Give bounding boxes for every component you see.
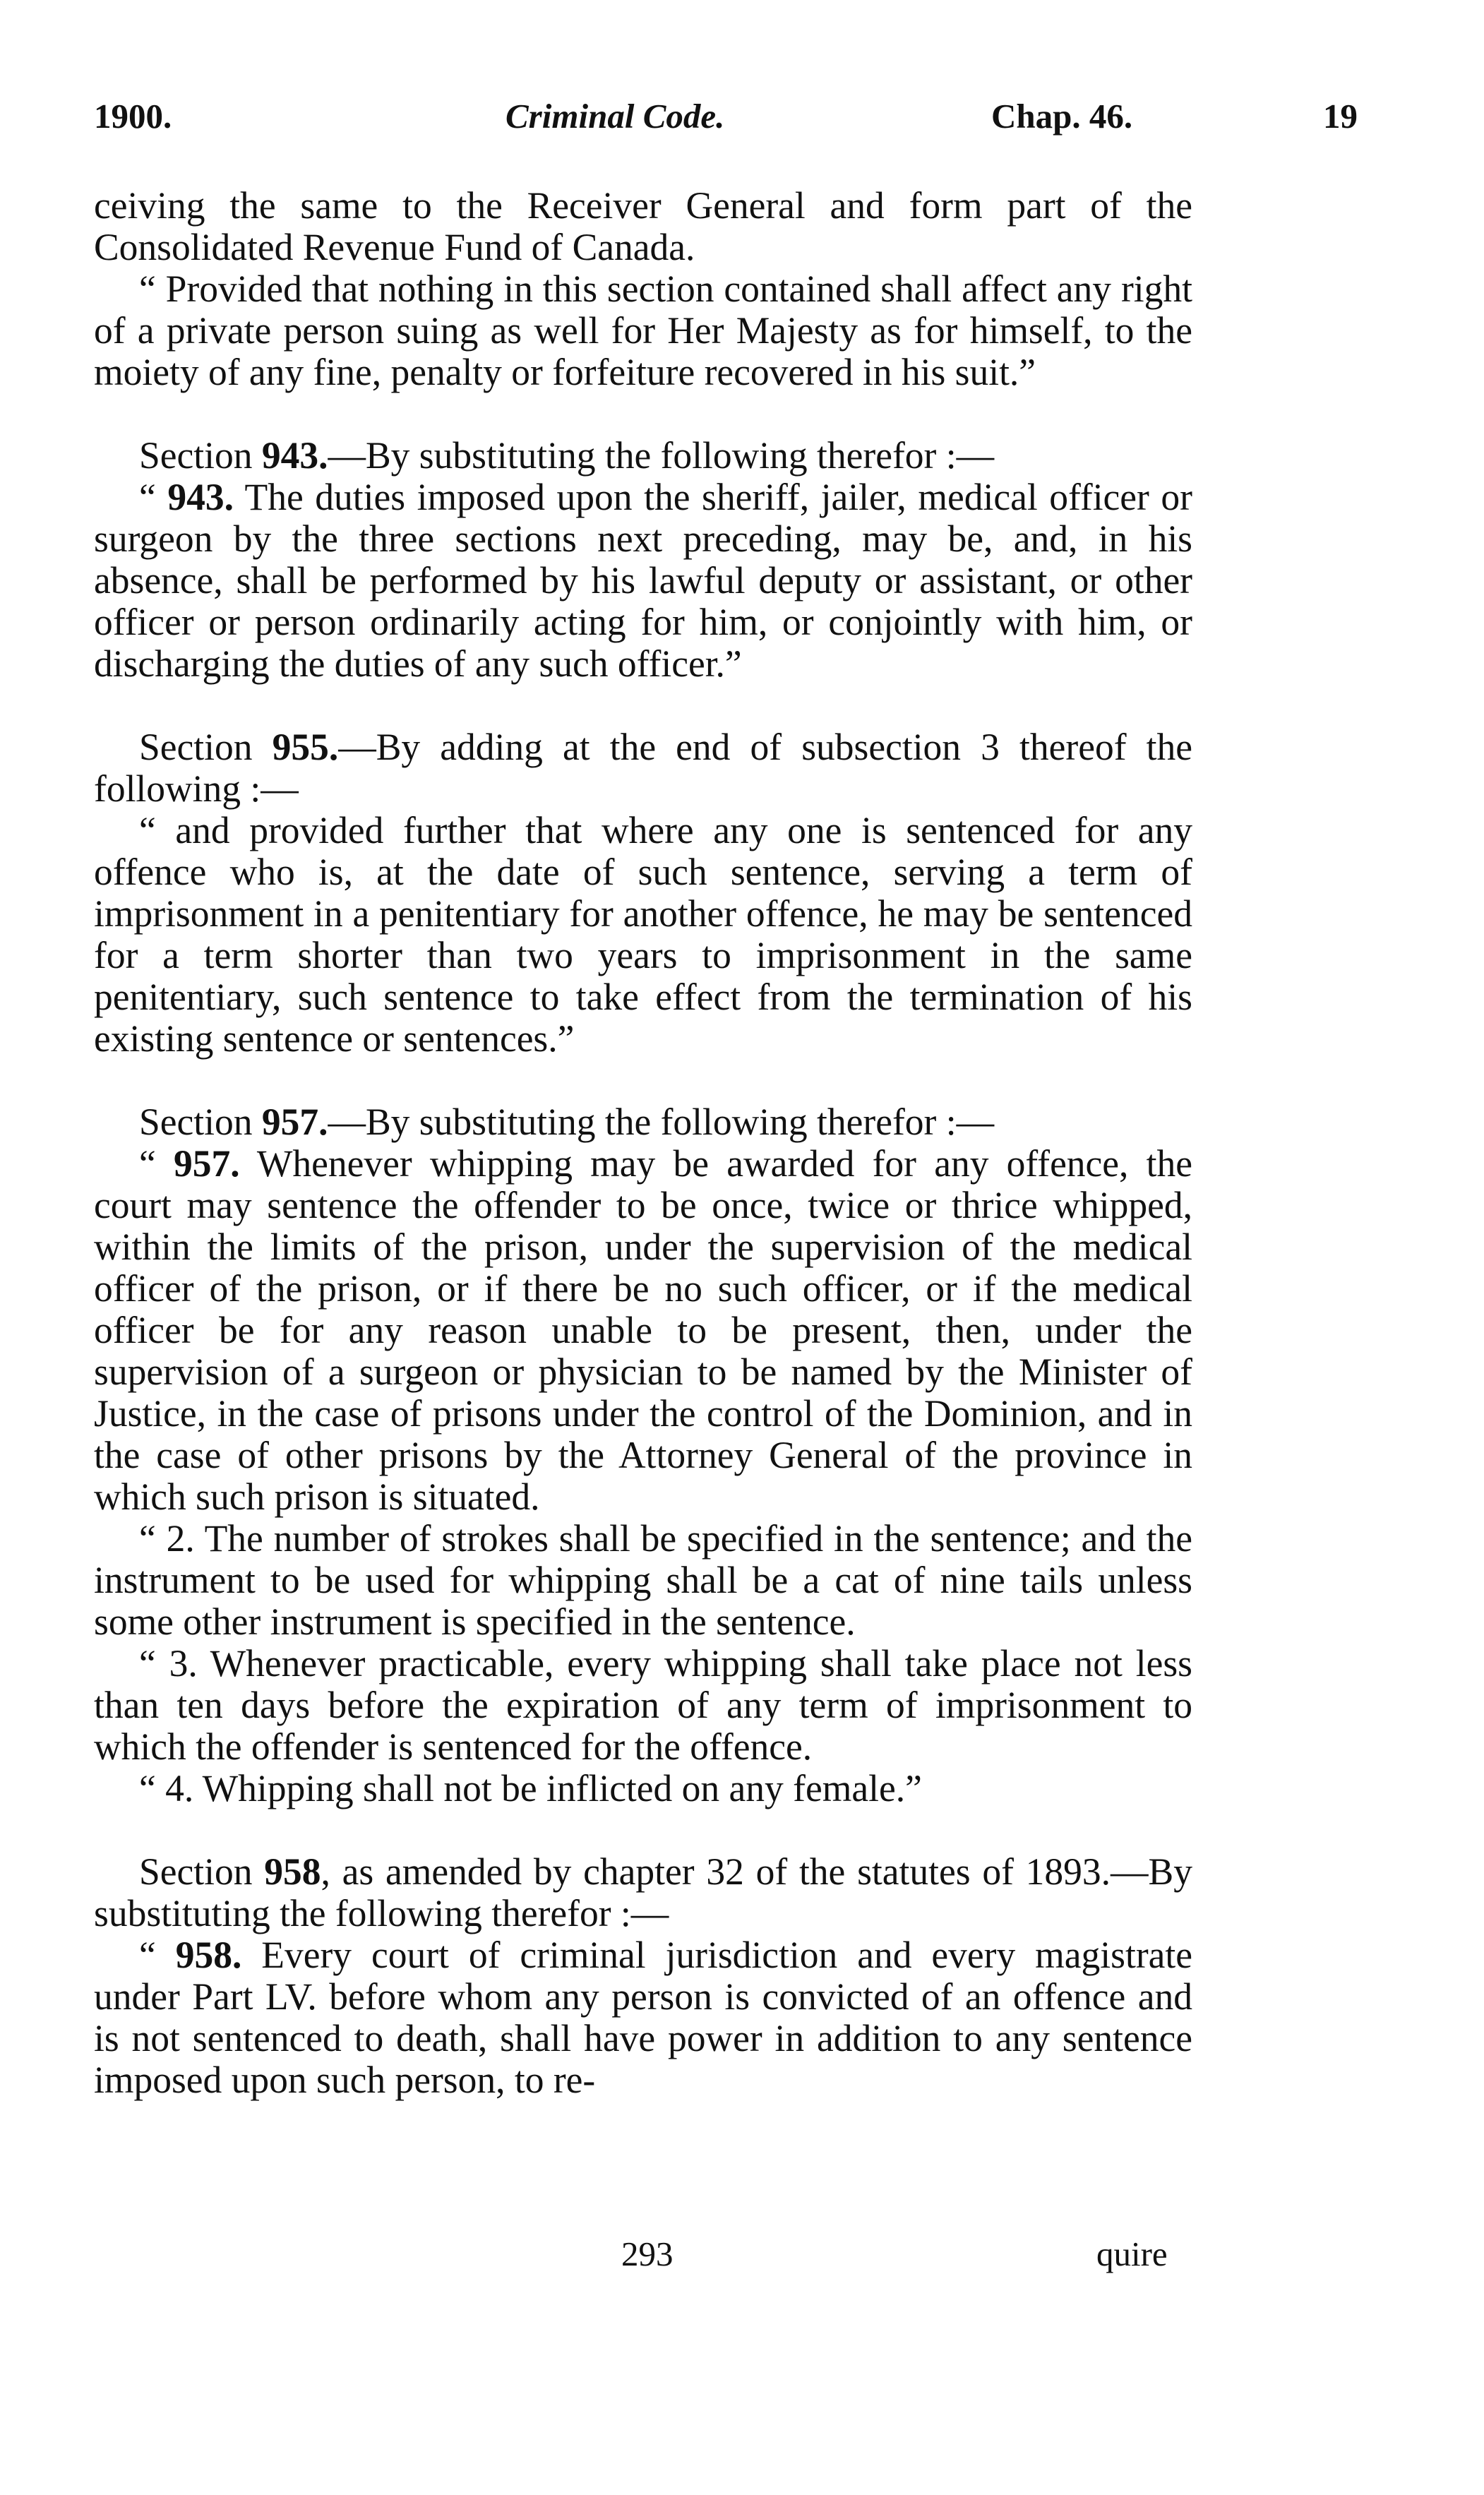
open-quote: “ [139,1142,174,1185]
heading-text: —By adding at the end of subsection 3 thereof the following :— [94,726,1192,810]
section-number: 957. [173,1142,240,1185]
section-943-heading [94,435,1192,477]
heading-text: Section [139,1101,262,1143]
heading-text: Section [139,726,273,768]
header-title: Criminal Code. [505,97,725,136]
subsection-4: “ 4. Whipping shall not be inflicted on any female.” [139,1767,922,1809]
header-year: 1900. [94,97,172,136]
heading-text: Section [139,1850,265,1893]
section-958-heading [94,1851,1192,1934]
section-943-text [94,477,1192,685]
open-quote: “ [139,476,168,518]
footer-page-number: 293 [621,2234,674,2273]
section-number: 955. [272,726,339,768]
section-955-heading [94,726,1192,810]
section-number: 943. [167,476,234,518]
page-body [94,185,1192,2101]
section-gap [94,685,1192,726]
heading-text: , as amended by chapter 32 of the statutes of 1893.—By substituting the following therefor :— [94,1850,1192,1934]
subsection-2: “ 2. The number of strokes shall be specified in the sentence; and the instrument to be used for whipping shall be a cat of nine tails unless some other instrument is specified in the sentence. [94,1517,1192,1643]
section-number: 958. [175,1934,242,1976]
section-958-text [94,1934,1192,2101]
header-page-number: 19 [1323,97,1358,136]
open-quote: “ [139,1934,176,1976]
section-gap [94,1060,1192,1101]
heading-text: —By substituting the following therefor :— [328,1101,995,1143]
section-gap [94,1809,1192,1851]
section-957-text [94,1143,1192,1518]
section-text: Whenever whipping may be awarded for any offence, the court may sentence the offender to be once, twice or thrice whipped, within the limits of the prison, under the supervision of the medical officer of the prison, or if there be no such officer, or if the medical officer be for any reason unable to be present, then, under the supervision of a surgeon or physician to be named by the Minister of Justice, in the case of prisons under the control of the Dominion, and in the case of other prisons by the Attorney General of the province in which such prison is situated. [94,1142,1192,1518]
section-number: 957. [261,1101,328,1143]
subsection-3: “ 3. Whenever practicable, every whipping shall take place not less than ten days before the expiration of any term of imprisonment to which the offender is sentenced for the offence. [94,1642,1192,1768]
section-number: 943. [261,434,328,477]
section-955-text: “ and provided further that where any one is sentenced for any offence who is, at the date of such sentence, serving a term of imprisonment in a penitentiary for another offence, he may be sentenced for a term shorter than two years to imprisonment in the same penitentiary, such sentence to take effect from the termination of his existing sentence or sentences.” [94,809,1192,1060]
section-gap [94,393,1192,435]
section-number: 958 [264,1850,321,1893]
heading-text: Section [139,434,262,477]
section-text: The duties imposed upon the sheriff, jailer, medical officer or surgeon by the three sections next preceding, may be, and, in his absence, shall be performed by his lawful deputy or assistant, or other officer or person ordinarily acting for him, or conjointly with him, or discharging the duties of any such officer.” [94,476,1192,685]
header-chapter: Chap. 46. [991,97,1133,136]
running-header [0,96,1484,152]
section-957-heading [94,1101,1192,1143]
paragraph-proviso: “ Provided that nothing in this section contained shall affect any right of a private person suing as well for Her Majesty as for himself, to the moiety of any fine, penalty or forfeiture recovered in his suit.” [94,268,1192,393]
heading-text: —By substituting the following therefor :— [328,434,995,477]
catchword: quire [1096,2234,1168,2273]
section-text: Every court of criminal jurisdiction and every magistrate under Part LV. before whom any person is convicted of an offence and is not sentenced to death, shall have power in addition to any sentence imposed upon such person, to re- [94,1934,1192,2101]
paragraph-continuation: ceiving the same to the Receiver General and form part of the Consolidated Revenue Fund of Canada. [94,184,1192,268]
